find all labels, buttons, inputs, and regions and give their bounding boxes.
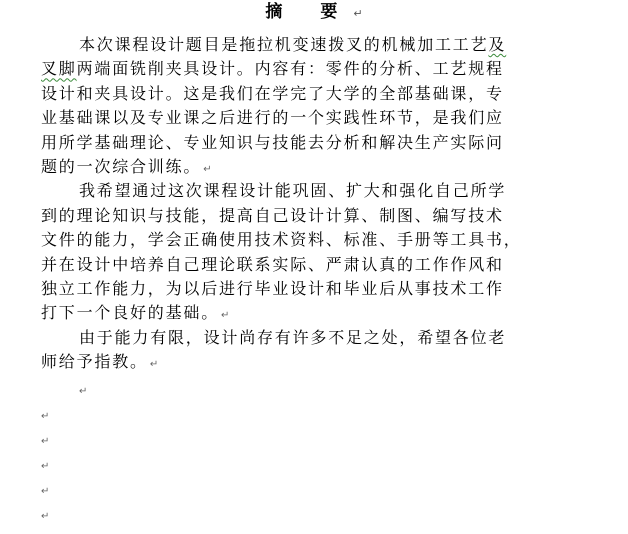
paragraph-line: 打下一个良好的基础。 ↵ — [41, 303, 230, 323]
abstract-title — [0, 0, 628, 24]
paragraph-mark-icon: ↵ — [79, 386, 88, 397]
paragraph-3 — [41, 326, 536, 375]
paragraph-2 — [41, 179, 536, 325]
paragraph-line: 到的理论知识与技能，提高自己设计计算、制图、编写技术 — [41, 205, 504, 225]
paragraph-line: 用所学基础理论、专业知识与技能去分析和解决生产实际问 — [41, 132, 504, 152]
paragraph-line: 由于能力有限，设计尚存有许多不足之处，希望各位老 — [79, 327, 507, 347]
paragraph-mark-icon: ↵ — [41, 486, 50, 497]
paragraph-mark-icon: ↵ — [221, 310, 230, 322]
paragraph-mark-icon: ↵ — [41, 436, 50, 447]
paragraph-mark-icon: ↵ — [149, 359, 159, 371]
abstract-title-text: 摘 要 — [265, 2, 354, 22]
paragraph-line: 设计和夹具设计。这是我们在学完了大学的全部基础课，专 — [41, 83, 504, 103]
paragraph-mark-icon: ↵ — [41, 461, 50, 472]
paragraph-1 — [41, 33, 536, 179]
paragraph-line: 叉脚两端面铣削夹具设计。内容有：零件的分析、工艺规程 — [41, 59, 504, 79]
paragraph-line: 业基础课以及专业课之后进行的一个实践性环节，是我们应 — [41, 108, 504, 128]
paragraph-line: 本次课程设计题目是拖拉机变速拨叉的机械加工工艺及 — [79, 35, 507, 54]
paragraph-line: 我希望通过这次课程设计能巩固、扩大和强化自己所学 — [79, 181, 507, 201]
paragraph-mark-icon: ↵ — [41, 511, 50, 522]
paragraph-mark-icon: ↵ — [203, 163, 212, 175]
paragraph-mark-icon: ↵ — [41, 411, 50, 422]
paragraph-line: 并在设计中培养自己理论联系实际、严肃认真的工作作风和 — [41, 254, 504, 274]
paragraph-line: 师给予指教。 ↵ — [41, 352, 159, 372]
paragraph-line: 独立工作能力，为以后进行毕业设计和毕业后从事技术工作 — [41, 278, 504, 298]
abstract-body — [41, 33, 536, 374]
paragraph-mark-icon: ↵ — [353, 7, 363, 20]
paragraph-line: 文件的能力，学会正确使用技术资料、标准、手册等工具书， — [41, 230, 522, 250]
paragraph-line: 题的一次综合训练。 ↵ — [41, 156, 212, 176]
